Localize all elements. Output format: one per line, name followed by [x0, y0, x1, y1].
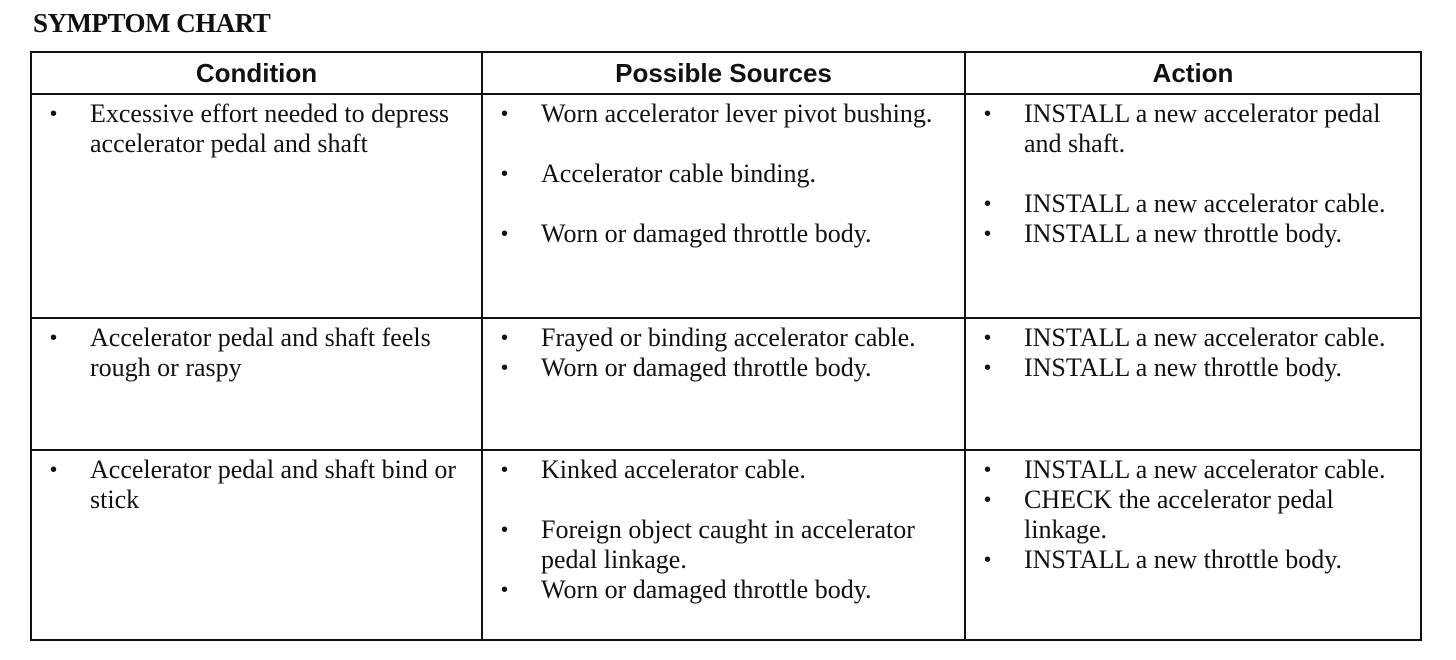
header-possible-sources: Possible Sources: [482, 52, 965, 94]
bullet-icon: •: [501, 223, 509, 245]
symptom-table: [30, 51, 1422, 641]
page-title: SYMPTOM CHART: [33, 8, 271, 38]
action-text: INSTALL a new accelerator cable.: [1024, 189, 1386, 218]
list-item: [976, 353, 1412, 383]
bullet-icon: •: [501, 327, 509, 349]
table-row: [31, 450, 1421, 640]
bullet-icon: •: [50, 103, 58, 125]
list-item: [493, 575, 956, 605]
bullet-icon: •: [501, 163, 509, 185]
bullet-icon: •: [984, 357, 992, 379]
bullet-icon: •: [501, 579, 509, 601]
source-text: Worn or damaged throttle body.: [541, 575, 872, 604]
bullet-icon: •: [984, 327, 992, 349]
action-cell: [965, 450, 1421, 640]
action-text: INSTALL a new throttle body.: [1024, 545, 1343, 574]
action-text: INSTALL a new accelerator cable.: [1024, 323, 1386, 352]
source-text: Worn accelerator lever pivot bushing.: [541, 99, 933, 128]
list-item: [976, 99, 1412, 159]
list-item: [42, 323, 473, 383]
bullet-icon: •: [984, 489, 992, 511]
condition-cell: [31, 450, 482, 640]
header-row: [31, 52, 1421, 94]
action-text: INSTALL a new throttle body.: [1024, 353, 1343, 382]
bullet-icon: •: [984, 193, 992, 215]
list-item: [42, 455, 473, 515]
source-text: Accelerator cable binding.: [541, 159, 817, 188]
source-text: Worn or damaged throttle body.: [541, 219, 872, 248]
sources-cell: [482, 450, 965, 640]
action-text: CHECK the accelerator pedal linkage.: [1024, 485, 1334, 544]
list-item: [493, 159, 956, 189]
list-item: [493, 353, 956, 383]
sources-cell: [482, 318, 965, 450]
header-condition: Condition: [31, 52, 482, 94]
condition-cell: [31, 94, 482, 318]
action-text: INSTALL a new accelerator pedal and shaft.: [1024, 99, 1381, 158]
table-row: [31, 318, 1421, 450]
action-text: INSTALL a new accelerator cable.: [1024, 455, 1386, 484]
condition-cell: [31, 318, 482, 450]
bullet-icon: •: [984, 103, 992, 125]
source-text: Kinked accelerator cable.: [541, 455, 806, 484]
table-row: [31, 94, 1421, 318]
sources-cell: [482, 94, 965, 318]
list-item: [976, 219, 1412, 249]
bullet-icon: •: [501, 519, 509, 541]
list-item: [493, 515, 956, 575]
bullet-icon: •: [984, 223, 992, 245]
bullet-icon: •: [50, 327, 58, 349]
action-cell: [965, 318, 1421, 450]
bullet-icon: •: [984, 459, 992, 481]
list-item: [493, 323, 956, 353]
list-item: [976, 485, 1412, 545]
bullet-icon: •: [984, 549, 992, 571]
source-text: Worn or damaged throttle body.: [541, 353, 872, 382]
list-item: [493, 99, 956, 129]
list-item: [42, 99, 473, 159]
bullet-icon: •: [501, 459, 509, 481]
action-text: INSTALL a new throttle body.: [1024, 219, 1343, 248]
bullet-icon: •: [501, 357, 509, 379]
source-text: Frayed or binding accelerator cable.: [541, 323, 916, 352]
bullet-icon: •: [50, 459, 58, 481]
list-item: [493, 455, 956, 485]
bullet-icon: •: [501, 103, 509, 125]
action-cell: [965, 94, 1421, 318]
condition-text: Accelerator pedal and shaft feels rough or raspy: [90, 323, 431, 382]
condition-text: Excessive effort needed to depress accelerator pedal and shaft: [90, 99, 450, 158]
list-item: [976, 545, 1412, 575]
list-item: [976, 189, 1412, 219]
list-item: [976, 455, 1412, 485]
header-action: Action: [965, 52, 1421, 94]
list-item: [493, 219, 956, 249]
list-item: [976, 323, 1412, 353]
condition-text: Accelerator pedal and shaft bind or stick: [90, 455, 457, 514]
source-text: Foreign object caught in accelerator pedal linkage.: [541, 515, 915, 574]
